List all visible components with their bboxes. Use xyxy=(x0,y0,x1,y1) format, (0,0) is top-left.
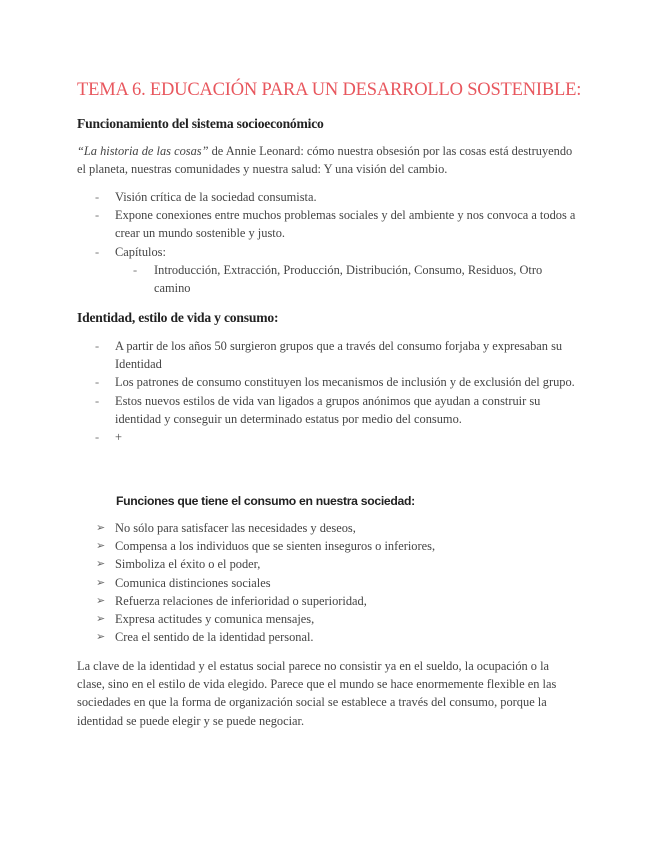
arrow-bullet-icon: ➢ xyxy=(96,593,106,607)
arrow-bullet-icon: ➢ xyxy=(96,630,106,644)
book-title: “La historia de las cosas” xyxy=(77,144,209,158)
dash-bullet: - xyxy=(95,339,100,353)
identity-list xyxy=(77,337,577,446)
list-item: - A partir de los años 50 surgieron grupos que a través del consumo forjaba y expresaban su Identidad xyxy=(95,339,563,372)
dash-bullet: - xyxy=(133,263,138,277)
list-item: ➢ Compensa a los individuos que se sienten inseguros o inferiores, xyxy=(77,537,577,555)
list-item: - Expone conexiones entre muchos problemas sociales y del ambiente y nos convoca a todos a crear un mundo sostenible y justo. xyxy=(95,208,576,241)
section-heading-identity: Identidad, estilo de vida y consumo: xyxy=(77,310,279,325)
arrow-bullet-icon: ➢ xyxy=(96,539,106,553)
dash-bullet: - xyxy=(95,244,100,259)
list-item: - Visión crítica de la sociedad consumista. xyxy=(77,188,577,206)
chapters-sublist xyxy=(77,261,567,297)
arrow-bullet-icon: ➢ xyxy=(96,612,106,626)
page-title: TEMA 6. EDUCACIÓN PARA UN DESARROLLO SOSTENIBLE: xyxy=(77,80,582,100)
list-item: - + xyxy=(77,428,577,446)
intro-text: de Annie Leonard: cómo nuestra obsesión por las cosas está destruyendo el planeta, nuestras comunidades y nuestra salud: Y una visión del cambio. xyxy=(77,144,573,177)
list-item: - Los patrones de consumo constituyen los mecanismos de inclusión y de exclusión del grupo. xyxy=(77,373,577,391)
closing-paragraph: La clave de la identidad y el estatus social parece no consistir ya en el sueldo, la ocupación o la clase, sino en el estilo de vida elegido. Parece que el mundo se hace enormemente flexible en las sociedades en que la forma de organización social se establece a través del consumo, porque la identidad se puede elegir y se puede negociar. xyxy=(77,659,557,728)
dash-bullet: - xyxy=(95,375,100,390)
dash-bullet: - xyxy=(95,208,100,223)
dash-bullet: - xyxy=(95,190,100,204)
arrow-bullet-icon: ➢ xyxy=(96,575,106,589)
list-item: ➢ Expresa actitudes y comunica mensajes, xyxy=(77,610,577,628)
section-heading-socioeconomic: Funcionamiento del sistema socioeconómico xyxy=(77,116,324,131)
list-item: - Capítulos: xyxy=(77,243,577,261)
arrow-bullet-icon: ➢ xyxy=(96,557,106,571)
dash-bullet: - xyxy=(95,430,100,445)
list-item: ➢ Refuerza relaciones de inferioridad o superioridad, xyxy=(77,592,577,610)
arrow-bullet-icon: ➢ xyxy=(96,521,106,534)
list-item: - Introducción, Extracción, Producción, Distribución, Consumo, Residuos, Otro camino xyxy=(133,263,543,296)
intro-paragraph xyxy=(77,142,577,178)
list-item: ➢ Crea el sentido de la identidad personal. xyxy=(77,628,577,646)
list-item: ➢ No sólo para satisfacer las necesidades y deseos, xyxy=(77,519,577,537)
socioeconomic-list xyxy=(77,188,577,261)
section-heading-functions: Funciones que tiene el consumo en nuestra sociedad: xyxy=(116,494,415,508)
list-item: ➢ Simboliza el éxito o el poder, xyxy=(77,555,577,573)
dash-bullet: - xyxy=(95,393,100,408)
functions-list xyxy=(77,519,577,646)
list-item: - Estos nuevos estilos de vida van ligados a grupos anónimos que ayudan a construir su identidad y conseguir un determinado estatus por medio del consumo. xyxy=(95,393,541,426)
list-item: ➢ Comunica distinciones sociales xyxy=(77,574,577,592)
